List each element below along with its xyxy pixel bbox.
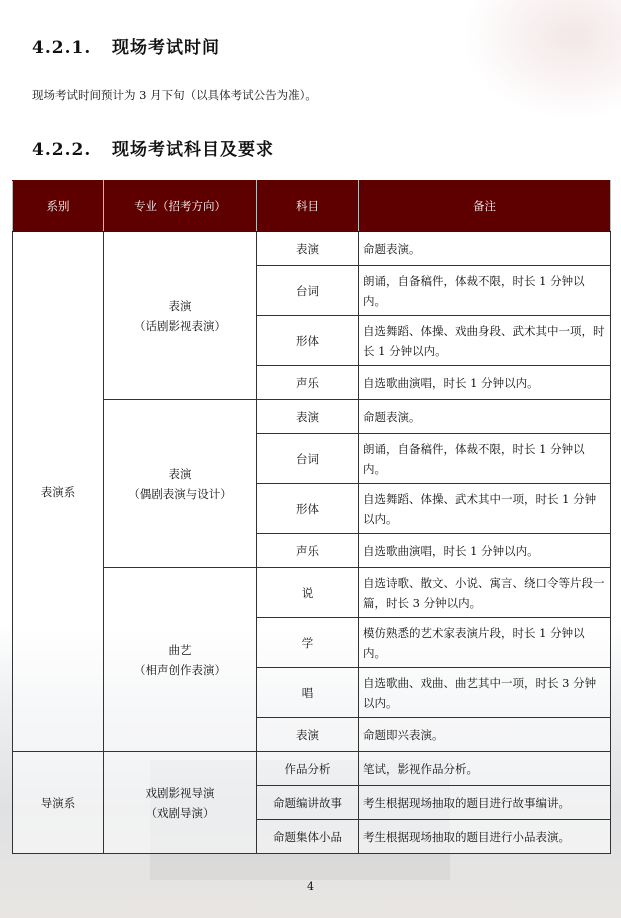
- section-title: 现场考试科目及要求: [112, 140, 274, 160]
- subject-cell: 表演: [257, 400, 359, 434]
- major-cell: [104, 400, 257, 568]
- note-cell: 命题表演。: [359, 232, 611, 266]
- header-department: 系别: [13, 181, 104, 232]
- table-header-row: [13, 181, 611, 232]
- header-major: 专业（招考方向）: [104, 181, 257, 232]
- note-cell: 朗诵，自备稿件，体裁不限，时长 1 分钟以内。: [359, 434, 611, 484]
- subject-cell: 台词: [257, 266, 359, 316]
- subject-cell: 说: [257, 568, 359, 618]
- exam-subjects-table: [12, 180, 611, 854]
- subject-cell: 表演: [257, 232, 359, 266]
- major-cell: [104, 752, 257, 854]
- page-number: 4: [307, 880, 314, 893]
- note-cell: 笔试，影视作品分析。: [359, 752, 611, 786]
- note-cell: 考生根据现场抽取的题目进行小品表演。: [359, 820, 611, 854]
- subject-cell: 形体: [257, 316, 359, 366]
- subject-cell: 作品分析: [257, 752, 359, 786]
- note-cell: 命题即兴表演。: [359, 718, 611, 752]
- major-direction: （偶剧表演与设计）: [128, 486, 232, 501]
- department-cell: 导演系: [13, 752, 104, 854]
- section-number: 4.2.1.: [32, 38, 92, 58]
- major-direction: （话剧影视表演）: [134, 318, 226, 333]
- subject-cell: 学: [257, 618, 359, 668]
- major-name: 表演: [168, 466, 192, 481]
- note-cell: 自选舞蹈、体操、戏曲身段、武术其中一项，时长 1 分钟以内。: [359, 316, 611, 366]
- header-note: 备注: [359, 181, 611, 232]
- subject-cell: 形体: [257, 484, 359, 534]
- note-cell: 自选歌曲、戏曲、曲艺其中一项，时长 3 分钟以内。: [359, 668, 611, 718]
- subject-cell: 唱: [257, 668, 359, 718]
- section-heading-4-2-2: [32, 135, 274, 160]
- major-name: 戏剧影视导演: [145, 785, 215, 800]
- subject-cell: 声乐: [257, 366, 359, 400]
- note-cell: 模仿熟悉的艺术家表演片段，时长 1 分钟以内。: [359, 618, 611, 668]
- major-name: 曲艺: [168, 642, 192, 657]
- subject-cell: 表演: [257, 718, 359, 752]
- note-cell: 命题表演。: [359, 400, 611, 434]
- section-number: 4.2.2.: [32, 140, 92, 160]
- section-title: 现场考试时间: [112, 38, 220, 58]
- major-cell: [104, 232, 257, 400]
- table-row: [13, 752, 611, 786]
- major-name: 表演: [168, 298, 192, 313]
- note-cell: 自选舞蹈、体操、武术其中一项，时长 1 分钟以内。: [359, 484, 611, 534]
- table-row: [13, 232, 611, 266]
- department-cell: 表演系: [13, 232, 104, 752]
- header-subject: 科目: [257, 181, 359, 232]
- background-decoration: [461, 0, 621, 120]
- major-cell: [104, 568, 257, 752]
- exam-time-paragraph: 现场考试时间预计为 3 月下旬（以具体考试公告为准）。: [32, 88, 317, 102]
- subject-cell: 声乐: [257, 534, 359, 568]
- note-cell: 自选歌曲演唱，时长 1 分钟以内。: [359, 534, 611, 568]
- note-cell: 考生根据现场抽取的题目进行故事编讲。: [359, 786, 611, 820]
- subject-cell: 命题编讲故事: [257, 786, 359, 820]
- subject-cell: 命题集体小品: [257, 820, 359, 854]
- major-direction: （相声创作表演）: [134, 662, 226, 677]
- section-heading-4-2-1: [32, 33, 220, 58]
- note-cell: 朗诵，自备稿件，体裁不限，时长 1 分钟以内。: [359, 266, 611, 316]
- note-cell: 自选歌曲演唱，时长 1 分钟以内。: [359, 366, 611, 400]
- major-direction: （戏剧导演）: [145, 805, 215, 820]
- subject-cell: 台词: [257, 434, 359, 484]
- note-cell: 自选诗歌、散文、小说、寓言、绕口令等片段一篇，时长 3 分钟以内。: [359, 568, 611, 618]
